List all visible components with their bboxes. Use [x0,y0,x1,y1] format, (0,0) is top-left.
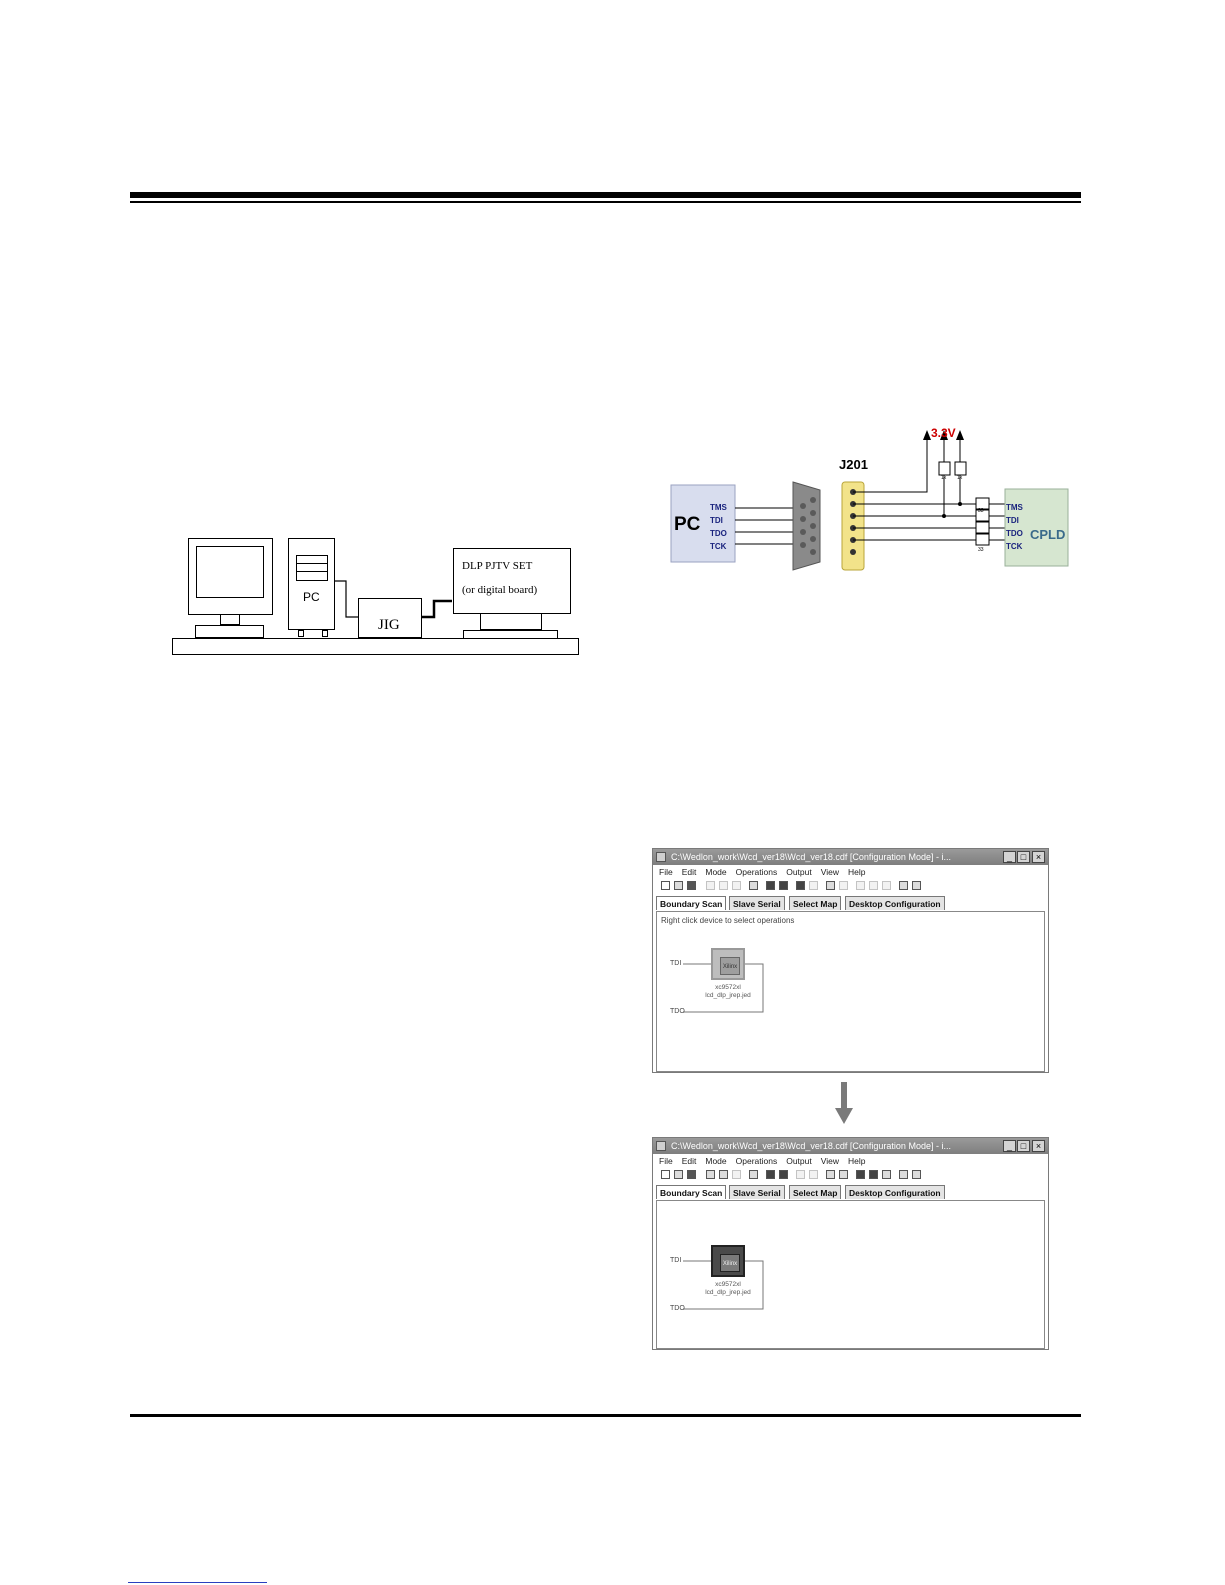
menu-bar [653,866,1048,878]
pc-drive-bay [296,555,328,581]
save-icon[interactable] [687,881,696,890]
chain-icon[interactable] [779,881,788,890]
pc-signal-tms: TMS [710,503,727,512]
readback-icon[interactable] [869,881,878,890]
tab-slave-serial[interactable]: Slave Serial [729,1185,785,1199]
menu-view[interactable]: View [820,867,840,877]
cpld-signal-tms: TMS [1006,503,1023,512]
mode-tabs [653,896,1048,910]
cut-icon[interactable] [706,1170,715,1179]
cpld-signal-tck: TCK [1006,542,1023,551]
pc-block-label: PC [674,514,701,535]
pc-signal-tdi: TDI [710,516,723,525]
output-icon[interactable] [899,1170,908,1179]
tab-boundary-scan[interactable]: Boundary Scan [656,896,726,910]
down-arrow-icon [835,1082,853,1126]
tab-desktop-configuration[interactable]: Desktop Configuration [845,896,945,910]
toolbar [653,879,1048,894]
dlp-set-neck [480,614,542,630]
footer-rule [130,1414,1081,1417]
menu-help[interactable]: Help [848,1156,866,1166]
menu-operations[interactable]: Operations [735,867,778,877]
maximize-icon[interactable]: □ [1017,851,1030,863]
pc-label: PC [303,590,320,604]
menu-output[interactable]: Output [786,1156,812,1166]
new-file-icon[interactable] [661,1170,670,1179]
table-surface [172,638,579,655]
menu-file[interactable]: File [659,1156,673,1166]
maximize-icon[interactable]: □ [1017,1140,1030,1152]
connector-label: J201 [839,457,868,472]
pc-foot [322,630,328,637]
readback-icon[interactable] [869,1170,878,1179]
menu-edit[interactable]: Edit [681,1156,697,1166]
menu-help[interactable]: Help [848,867,866,877]
minimize-icon[interactable]: _ [1003,1140,1016,1152]
blank-check-icon[interactable] [839,1170,848,1179]
app-icon [656,1141,666,1151]
resistor-label: 33 [978,508,984,514]
cpld-signal-tdi: TDI [1006,516,1019,525]
chain-icon[interactable] [779,1170,788,1179]
header-rule-thin [130,201,1081,203]
resistor-label: 1k [941,475,947,481]
menu-mode[interactable]: Mode [705,867,727,877]
footer-link-underline[interactable] [128,1582,267,1583]
save-icon[interactable] [687,1170,696,1179]
tdo-label: TDO [670,1008,685,1015]
tab-slave-serial[interactable]: Slave Serial [729,896,785,910]
menu-output[interactable]: Output [786,867,812,877]
readback-icon[interactable] [856,1170,865,1179]
tdo-label: TDO [670,1305,685,1312]
jig-label: JIG [378,617,400,633]
menu-operations[interactable]: Operations [735,1156,778,1166]
new-file-icon[interactable] [661,881,670,890]
pc-foot [298,630,304,637]
xilinx-logo: Xilinx [720,957,740,975]
minimize-icon[interactable]: _ [1003,851,1016,863]
menu-file[interactable]: File [659,867,673,877]
impact-window-after [652,1137,1049,1350]
dlp-set-label: DLP PJTV SET [462,560,533,572]
pc-signal-tck: TCK [710,542,727,551]
readback-icon[interactable] [856,881,865,890]
toolbar [653,1168,1048,1183]
setup-diagram [160,530,585,660]
menu-edit[interactable]: Edit [681,867,697,877]
tab-boundary-scan[interactable]: Boundary Scan [656,1185,726,1199]
window-title: C:\Wedlon_work\Wcd_ver18\Wcd_ver18.cdf [Configuration Mode] - i... [671,1141,951,1151]
menu-bar [653,1155,1048,1167]
output-icon[interactable] [899,881,908,890]
id-icon[interactable] [882,1170,891,1179]
resistor-label: 33 [978,547,984,553]
menu-mode[interactable]: Mode [705,1156,727,1166]
boundary-scan-canvas[interactable] [656,911,1045,1072]
mode-tabs [653,1185,1048,1199]
help-icon[interactable] [912,881,921,890]
copy-icon[interactable] [719,881,728,890]
open-folder-icon[interactable] [674,881,683,890]
help-icon[interactable] [912,1170,921,1179]
dlp-set-sublabel: (or digital board) [462,584,538,596]
menu-view[interactable]: View [820,1156,840,1166]
program-icon[interactable] [796,881,805,890]
impact-window-before [652,848,1049,1073]
voltage-label: 3.3V [931,426,956,440]
xilinx-logo: Xilinx [720,1254,740,1272]
header-rule-thick [130,192,1081,198]
program-icon[interactable] [796,1170,805,1179]
pc-signal-tdo: TDO [710,529,727,538]
id-icon[interactable] [882,881,891,890]
device-name: xc9572xl [715,1281,741,1288]
canvas-hint: Right click device to select operations [661,916,795,925]
open-folder-icon[interactable] [674,1170,683,1179]
schematic-wires [665,420,1075,580]
close-icon[interactable]: × [1032,1140,1045,1152]
tab-desktop-configuration[interactable]: Desktop Configuration [845,1185,945,1199]
paste-icon[interactable] [732,881,741,890]
tdi-label: TDI [670,960,682,967]
window-title-bar [653,1138,1048,1154]
verify-icon[interactable] [809,881,818,890]
delete-icon[interactable] [749,881,758,890]
paste-icon[interactable] [732,1170,741,1179]
tab-select-map[interactable]: Select Map [789,1185,841,1199]
app-icon [656,852,666,862]
delete-icon[interactable] [749,1170,758,1179]
erase-icon[interactable] [826,881,835,890]
device-name: xc9572xl [715,984,741,991]
close-icon[interactable]: × [1032,851,1045,863]
cpld-device-chip-selected[interactable] [711,1245,745,1277]
pc-drive-line [296,563,328,564]
cpld-device-chip[interactable] [711,948,745,980]
blank-check-icon[interactable] [839,881,848,890]
monitor-screen [196,546,264,598]
boundary-scan-canvas[interactable] [656,1200,1045,1349]
chain-icon[interactable] [766,1170,775,1179]
pc-drive-line [296,571,328,572]
monitor-base [195,625,264,638]
chain-icon[interactable] [766,881,775,890]
cpld-block-label: CPLD [1030,527,1066,542]
verify-icon[interactable] [809,1170,818,1179]
copy-icon[interactable] [719,1170,728,1179]
tdi-label: TDI [670,1257,682,1264]
dlp-set-box [453,548,571,614]
window-title-bar [653,849,1048,865]
jtag-schematic [665,420,1075,580]
tab-select-map[interactable]: Select Map [789,896,841,910]
device-file: lcd_dlp_jrep.jed [705,1289,751,1296]
cable-jig-set [422,598,454,622]
cut-icon[interactable] [706,881,715,890]
device-file: lcd_dlp_jrep.jed [705,992,751,999]
pc-tower-icon [288,538,335,630]
resistor-label: 1k [957,475,963,481]
window-title: C:\Wedlon_work\Wcd_ver18\Wcd_ver18.cdf [Configuration Mode] - i... [671,852,951,862]
erase-icon[interactable] [826,1170,835,1179]
monitor-neck [220,615,240,625]
cpld-signal-tdo: TDO [1006,529,1023,538]
